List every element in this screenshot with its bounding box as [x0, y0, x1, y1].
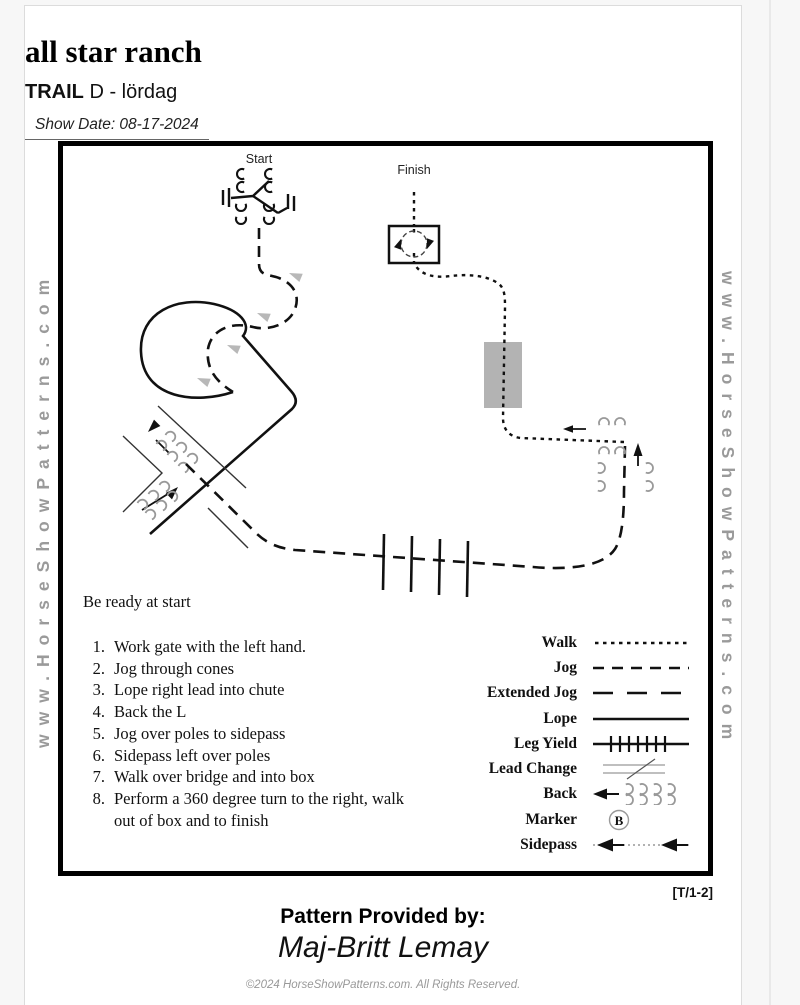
class-line — [25, 81, 741, 104]
legend-row-lope — [395, 706, 691, 731]
step-text: Back the L — [114, 702, 187, 722]
instruction-step — [83, 788, 428, 831]
legend-row-sidepass — [395, 832, 691, 857]
legend-row-marker — [395, 807, 691, 832]
lope-line-icon — [591, 708, 691, 730]
pattern-box — [58, 141, 713, 876]
class-detail: D - lördag — [89, 81, 178, 103]
page-edge-divider — [769, 0, 771, 1005]
jog-line-icon — [591, 657, 691, 679]
instruction-step — [83, 766, 428, 788]
step-number: 7. — [92, 767, 105, 787]
legend-label: Lead Change — [488, 760, 577, 778]
step-number: 4. — [92, 702, 105, 722]
pattern-page — [24, 5, 742, 1005]
direction-arrow-icon — [255, 309, 270, 322]
legend-label: Jog — [553, 658, 577, 676]
legend-row-back — [395, 782, 691, 807]
step-text: Sidepass left over poles — [114, 745, 271, 765]
direction-arrow-icon — [225, 341, 240, 354]
step-text: Jog through cones — [114, 658, 235, 678]
step-number: 5. — [92, 723, 105, 743]
step-number: 8. — [92, 788, 105, 808]
watermark-left: www.HorseShowPatterns.com — [33, 270, 53, 749]
instruction-step — [83, 679, 428, 701]
legend-row-extended-jog — [395, 681, 691, 706]
legend-label: Back — [543, 785, 577, 803]
page-title: all star ranch — [25, 34, 202, 69]
walk-line-icon — [591, 632, 691, 654]
step-text: Work gate with the left hand. — [114, 637, 307, 656]
back-icon — [591, 783, 691, 805]
instruction-step — [83, 723, 428, 745]
legend-label: Marker — [525, 810, 577, 828]
step-text: Walk over bridge and into box — [114, 767, 315, 787]
copyright-notice: ©2024 HorseShowPatterns.com. All Rights Reserved. — [245, 979, 521, 991]
watermark-right: www.HorseShowPatterns.com — [718, 270, 738, 749]
direction-arrows — [195, 269, 302, 387]
step-text: Lope right lead into chute — [114, 680, 285, 700]
legend-row-jog — [395, 655, 691, 680]
lope-path — [141, 302, 296, 534]
turn-box-obstacle — [389, 226, 439, 263]
legend-label: Sidepass — [520, 836, 577, 854]
direction-arrow-icon — [195, 374, 210, 387]
step-number: 6. — [92, 745, 105, 765]
step-text: Perform a 360 degree turn to the right, walk out of box and to finish — [114, 788, 405, 830]
gate-icon — [223, 169, 294, 224]
step-number: 3. — [92, 680, 105, 700]
marker-icon — [591, 809, 691, 831]
pattern-code: [T/1-2] — [672, 885, 713, 900]
leg-yield-icon — [591, 733, 691, 755]
provided-by-label: Pattern Provided by: — [280, 905, 486, 928]
marker-letter: B — [614, 812, 624, 828]
sidepass-up-arrow-icon — [634, 443, 643, 456]
legend-label: Extended Jog — [487, 684, 577, 702]
instruction-step — [83, 701, 428, 723]
legend-row-leg-yield — [395, 731, 691, 756]
sidepass-obstacle — [563, 418, 653, 491]
legend-label: Walk — [541, 633, 577, 651]
hoofprint-cluster — [156, 430, 199, 473]
jog-poles-path — [186, 446, 625, 568]
legend-row-walk — [395, 630, 691, 655]
direction-arrow-icon — [287, 269, 302, 282]
provider-name: Maj-Britt Lemay — [277, 931, 489, 964]
lead-change-icon — [591, 758, 691, 780]
sidepass-icon — [591, 834, 691, 856]
legend-row-lead-change — [395, 756, 691, 781]
step-number: 2. — [92, 658, 105, 678]
l-back-obstacle — [123, 406, 248, 548]
class-label: TRAIL — [25, 81, 84, 103]
legend-label: Lope — [543, 709, 577, 727]
instruction-step — [83, 636, 428, 658]
show-date: Show Date: 08-17-2024 — [25, 116, 209, 140]
jog-serpentine-path — [208, 228, 297, 392]
extended-jog-line-icon — [591, 682, 691, 704]
instructions-intro: Be ready at start — [83, 592, 191, 611]
step-number: 1. — [92, 637, 105, 656]
finish-label: Finish — [397, 163, 431, 177]
sidepass-left-arrow-icon — [563, 425, 573, 433]
show-date-row — [25, 116, 741, 140]
start-label: Start — [245, 152, 273, 166]
instructions-block — [83, 592, 428, 831]
back-arrow-icon — [145, 420, 161, 436]
legend-label: Leg Yield — [514, 734, 577, 752]
legend — [395, 630, 691, 858]
instruction-step — [83, 658, 428, 680]
instruction-step — [83, 745, 428, 767]
step-text: Jog over poles to sidepass — [114, 723, 286, 743]
jog-poles — [383, 534, 468, 597]
